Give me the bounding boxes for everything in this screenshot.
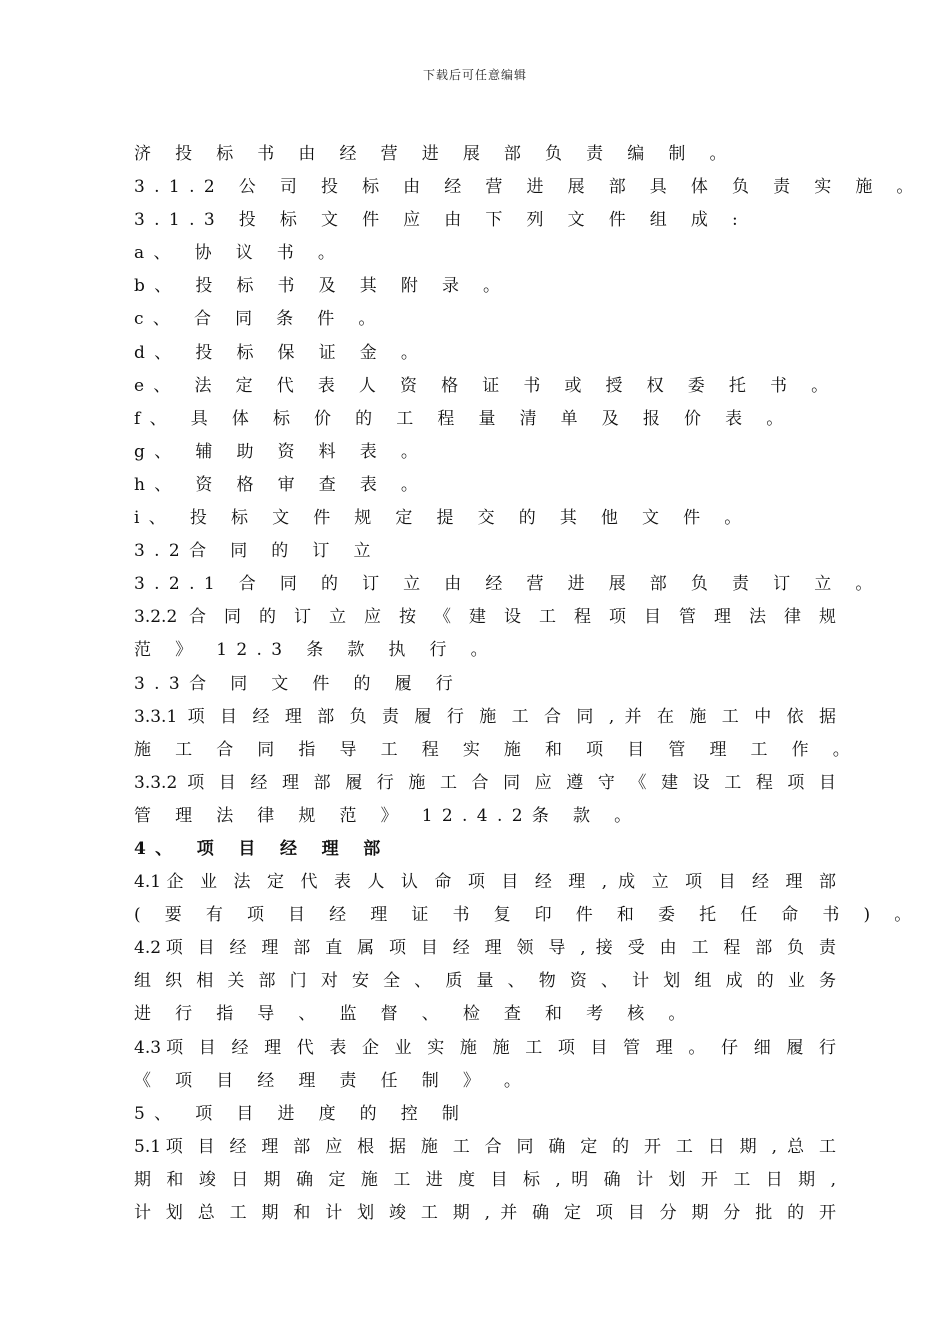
text-line: i、 投 标 文 件 规 定 提 交 的 其 他 文 件 。	[134, 508, 751, 529]
text-line: e、 法 定 代 表 人 资 格 证 书 或 授 权 委 托 书 。	[134, 375, 838, 396]
text-line: 4.2项 目 经 理 部 直 属 项 目 经 理 领 导 , 接 受 由 工 程 部 负 责	[134, 938, 836, 959]
page-header: 下载后可任意编辑	[422, 68, 527, 82]
text-line: f、 具 体 标 价 的 工 程 量 清 单 及 报 价 表 。	[134, 408, 793, 429]
text-line: 5、 项 目 进 度 的 控 制	[134, 1103, 469, 1124]
text-line: 3.3.1 项 目 经 理 部 负 责 履 行 施 工 合 同 , 并 在 施 工 中 依 据	[134, 706, 836, 727]
text-line: 5.1项 目 经 理 部 应 根 据 施 工 合 同 确 定 的 开 工 日 期 , 总 工	[134, 1136, 836, 1157]
text-line: 组 织 相 关 部 门 对 安 全 、 质 量 、 物 资 、 计 划 组 成 的 业 务	[134, 971, 836, 992]
text-line: 《 项 目 经 理 责 任 制 》 。	[134, 1070, 531, 1091]
text-line: 施 工 合 同 指 导 工 程 实 施 和 项 目 管 理 工 作 。	[134, 739, 860, 760]
document-body	[134, 138, 923, 1230]
text-line: 4.3项 目 经 理 代 表 企 业 实 施 施 工 项 目 管 理 。 仔 细 履 行	[134, 1037, 836, 1058]
text-line: 3.2.1 合 同 的 订 立 由 经 营 进 展 部 负 责 订 立 。	[134, 574, 882, 595]
text-line: 3.3合 同 文 件 的 履 行	[134, 673, 463, 694]
text-line: 3.3.2 项 目 经 理 部 履 行 施 工 合 同 应 遵 守 《 建 设 工 程 项 目	[134, 772, 837, 793]
text-line: ( 要 有 项 目 经 理 证 书 复 印 件 和 委 托 任 命 书 ) 。	[134, 905, 921, 926]
text-line: 管 理 法 律 规 范 》 12.4.2条 款 。	[134, 805, 641, 826]
text-line: 3.1.3 投 标 文 件 应 由 下 列 文 件 组 成 :	[134, 210, 748, 231]
text-line: 期 和 竣 日 期 确 定 施 工 进 度 目 标 , 明 确 计 划 开 工 日 期 ,	[134, 1169, 836, 1190]
text-line: 范 》 12.3 条 款 执 行 。	[134, 640, 497, 661]
text-line: 计 划 总 工 期 和 计 划 竣 工 期 , 并 确 定 项 目 分 期 分 批 的 开	[134, 1203, 836, 1223]
text-line: 4、 项 目 经 理 部	[134, 838, 390, 859]
text-line: 济 投 标 书 由 经 营 进 展 部 负 责 编 制 。	[134, 144, 736, 164]
text-line: 3.2.2 合 同 的 订 立 应 按 《 建 设 工 程 项 目 管 理 法 律 规	[134, 607, 836, 628]
text-line: 4.1企 业 法 定 代 表 人 认 命 项 目 经 理 , 成 立 项 目 经 理 部	[134, 872, 836, 893]
text-line: 3.2合 同 的 订 立	[134, 541, 380, 562]
text-line: c、 合 同 条 件 。	[134, 309, 385, 330]
text-line: b、 投 标 书 及 其 附 录 。	[134, 276, 510, 297]
text-line: a、 协 议 书 。	[134, 243, 345, 264]
text-line: 进 行 指 导 、 监 督 、 检 查 和 考 核 。	[134, 1004, 695, 1025]
text-line: d、 投 标 保 证 金 。	[134, 342, 428, 363]
text-line: 3.1.2 公 司 投 标 由 经 营 进 展 部 具 体 负 责 实 施 。	[134, 177, 923, 198]
text-line: h、 资 格 审 查 表 。	[134, 474, 428, 495]
text-line: g、 辅 助 资 料 表 。	[134, 441, 428, 462]
